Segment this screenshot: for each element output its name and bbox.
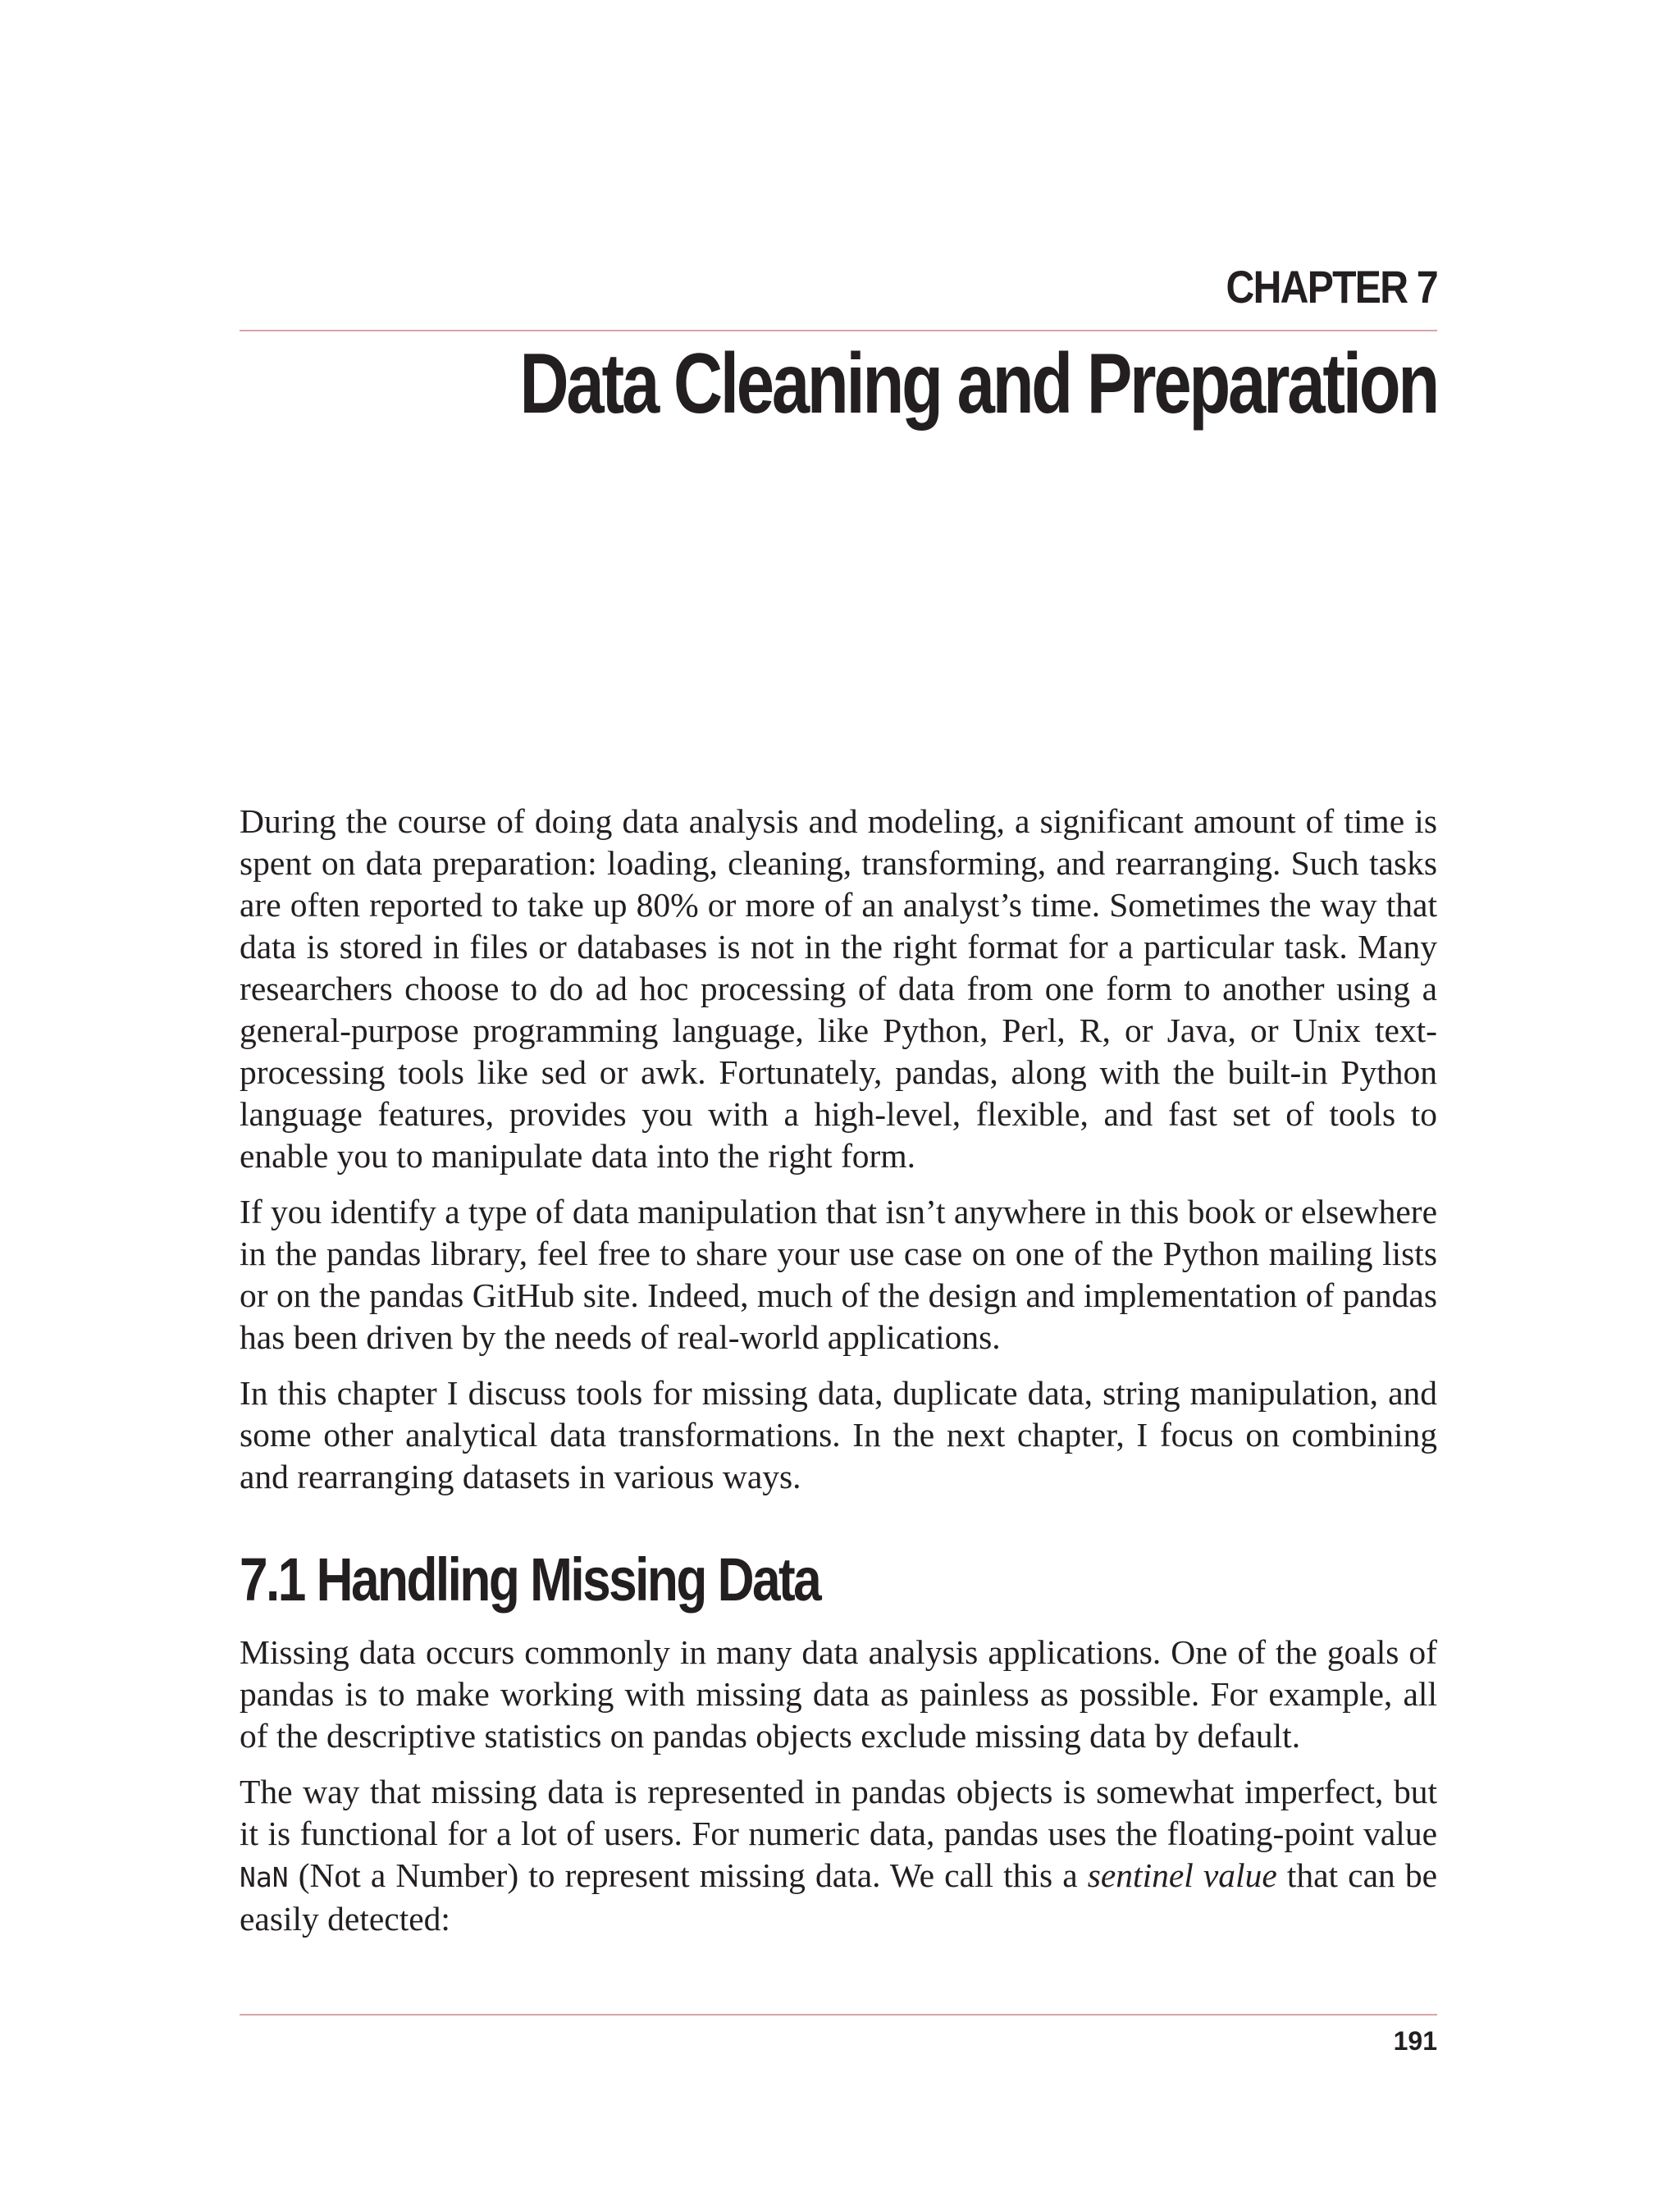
intro-text bbox=[240, 801, 1437, 1512]
section-paragraph-2-part-3: that can be easily detected: bbox=[240, 1856, 1438, 1938]
chapter-title: Data Cleaning and Preparation bbox=[519, 336, 1437, 431]
intro-paragraph-1: During the course of doing data analysis and modeling, a significant amount of time is spent on data preparation: loading, cleaning, transforming, and rearranging. Such tasks are often reported to take up 80% or more of an analyst’s time. Sometimes the way that data is stored in files or databases is not in the right format for a particular task. Many researchers choose to do ad hoc processing of data from one form to another using a general-purpose programming language, like Python, Perl, R, or Java, or Unix text-processing tools like sed or awk. Fortunately, pandas, along with the built-in Python language features, provides you with a high-level, flexible, and fast set of tools to enable you to manipulate data into the right form. bbox=[240, 802, 1437, 1175]
sentinel-value-term: sentinel value bbox=[1087, 1856, 1277, 1894]
footer-divider bbox=[240, 2014, 1437, 2016]
nan-code: NaN bbox=[240, 1861, 289, 1893]
section-paragraph-2 bbox=[240, 1771, 1437, 1940]
intro-paragraph-2: If you identify a type of data manipulation that isn’t anywhere in this book or elsewhere in the pandas library, feel free to share your use case on one of the Python mailing lists or on the pandas GitHub site. Indeed, much of the design and implementation of pandas has been driven by the needs of real-world applications. bbox=[240, 1193, 1437, 1356]
section-paragraph-2-part-2: (Not a Number) to represent missing data. We call this a bbox=[288, 1856, 1088, 1894]
page-number: 191 bbox=[1393, 2026, 1437, 2056]
chapter-divider bbox=[240, 330, 1437, 331]
section-heading: 7.1 Handling Missing Data bbox=[240, 1545, 820, 1614]
chapter-label: CHAPTER 7 bbox=[1226, 261, 1437, 313]
section-text bbox=[240, 1632, 1437, 1954]
section-paragraph-2-part-1: The way that missing data is represented in pandas objects is somewhat imperfect, but it is functional for a lot of users. For numeric data, pandas uses the floating-point value bbox=[240, 1773, 1437, 1852]
intro-paragraph-3: In this chapter I discuss tools for missing data, duplicate data, string manipulation, and some other analytical data transformations. In the next chapter, I focus on combining and rearranging datasets in various ways. bbox=[240, 1374, 1437, 1495]
section-paragraph-1: Missing data occurs commonly in many data analysis applications. One of the goals of pandas is to make working with missing data as painless as possible. For example, all of the descriptive statistics on pandas objects exclude missing data by default. bbox=[240, 1633, 1437, 1755]
